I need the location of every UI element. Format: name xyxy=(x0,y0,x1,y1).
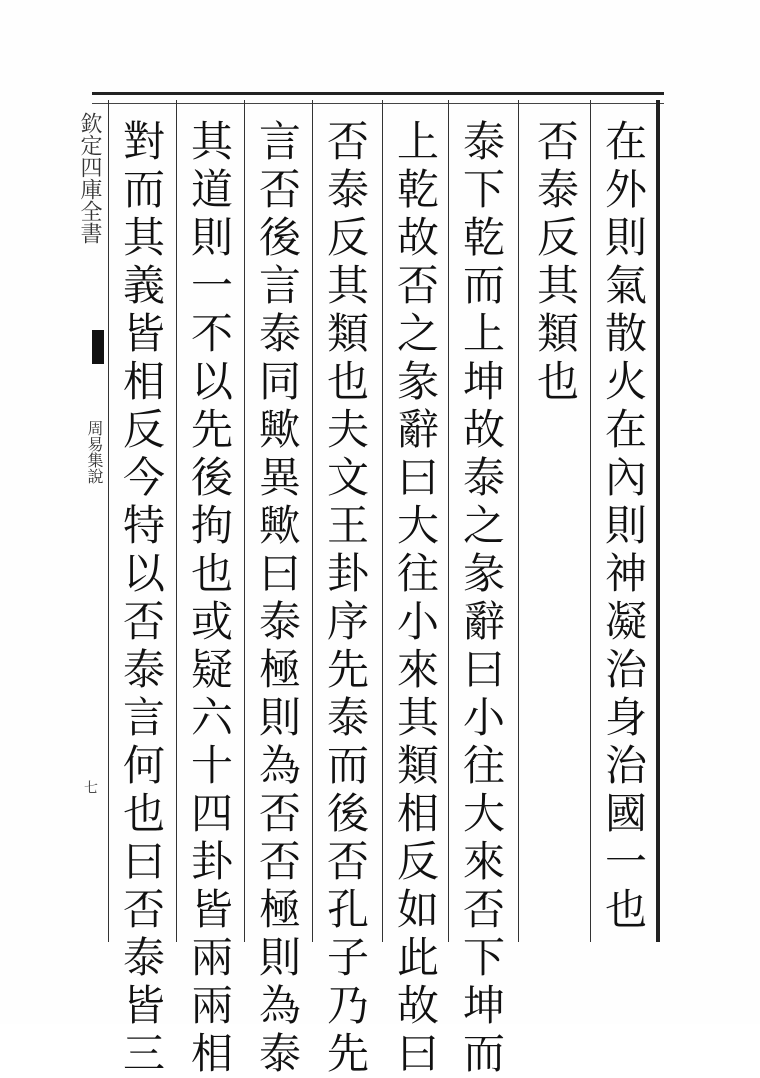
text-character: 十 xyxy=(190,741,233,790)
text-character: 卦 xyxy=(190,837,233,886)
text-character: 極 xyxy=(258,645,301,694)
text-character: 四 xyxy=(190,789,233,838)
text-character: 為 xyxy=(258,741,301,790)
column-rule xyxy=(382,100,383,942)
text-character: 反 xyxy=(396,837,439,886)
text-character: 何 xyxy=(122,741,165,790)
text-character: 先 xyxy=(326,1029,369,1078)
margin-book-title: 周易集說 xyxy=(85,420,104,484)
text-column-2 xyxy=(530,118,586,406)
text-column-6 xyxy=(252,118,308,1078)
text-character: 為 xyxy=(258,981,301,1030)
text-character: 也 xyxy=(536,357,579,406)
column-rule xyxy=(312,100,313,942)
text-character: 泰 xyxy=(258,309,301,358)
text-character: 泰 xyxy=(326,165,369,214)
text-character: 故 xyxy=(462,405,505,454)
text-character: 以 xyxy=(122,549,165,598)
text-character: 否 xyxy=(258,789,301,838)
text-character: 彖 xyxy=(462,549,505,598)
text-character: 泰 xyxy=(462,453,505,502)
text-character: 類 xyxy=(326,309,369,358)
text-character: 王 xyxy=(326,501,369,550)
text-character: 之 xyxy=(462,501,505,550)
text-character: 否 xyxy=(258,837,301,886)
text-character: 之 xyxy=(396,309,439,358)
text-character: 泰 xyxy=(462,117,505,166)
text-character: 則 xyxy=(190,213,233,262)
text-character: 乾 xyxy=(396,165,439,214)
column-rule xyxy=(176,100,177,942)
column-rule xyxy=(518,100,519,942)
text-character: 歟 xyxy=(258,405,301,454)
text-character: 特 xyxy=(122,501,165,550)
text-character: 上 xyxy=(462,309,505,358)
top-border xyxy=(92,92,664,104)
text-character: 其 xyxy=(122,213,165,262)
text-character: 在 xyxy=(604,405,647,454)
text-character: 六 xyxy=(190,693,233,742)
text-character: 小 xyxy=(396,597,439,646)
text-character: 不 xyxy=(190,309,233,358)
text-character: 則 xyxy=(258,693,301,742)
text-character: 先 xyxy=(190,405,233,454)
text-character: 相 xyxy=(122,357,165,406)
text-character: 反 xyxy=(122,405,165,454)
text-character: 下 xyxy=(462,933,505,982)
text-character: 故 xyxy=(396,981,439,1030)
text-column-8 xyxy=(116,118,172,1078)
text-character: 辭 xyxy=(396,405,439,454)
text-character: 序 xyxy=(326,597,369,646)
text-character: 也 xyxy=(326,357,369,406)
column-rule xyxy=(590,100,591,942)
text-character: 一 xyxy=(190,261,233,310)
text-character: 曰 xyxy=(258,549,301,598)
text-character: 小 xyxy=(462,693,505,742)
text-character: 曰 xyxy=(396,1029,439,1078)
text-character: 上 xyxy=(396,117,439,166)
text-character: 泰 xyxy=(258,1029,301,1078)
text-character: 內 xyxy=(604,453,647,502)
text-character: 卦 xyxy=(326,549,369,598)
text-character: 故 xyxy=(396,213,439,262)
text-character: 身 xyxy=(604,693,647,742)
text-character: 相 xyxy=(190,1029,233,1078)
text-character: 否 xyxy=(326,117,369,166)
text-character: 先 xyxy=(326,645,369,694)
text-character: 其 xyxy=(536,261,579,310)
text-character: 泰 xyxy=(122,933,165,982)
text-character: 曰 xyxy=(122,837,165,886)
text-character: 泰 xyxy=(122,645,165,694)
text-character: 坤 xyxy=(462,357,505,406)
text-character: 氣 xyxy=(604,261,647,310)
text-character: 兩 xyxy=(190,981,233,1030)
text-character: 或 xyxy=(190,597,233,646)
text-character: 其 xyxy=(326,261,369,310)
text-character: 皆 xyxy=(190,885,233,934)
text-character: 三 xyxy=(122,1029,165,1078)
column-rule xyxy=(448,100,449,942)
fish-tail-mark xyxy=(92,330,104,364)
text-character: 其 xyxy=(190,117,233,166)
text-character: 夫 xyxy=(326,405,369,454)
text-character: 也 xyxy=(122,789,165,838)
text-character: 外 xyxy=(604,165,647,214)
text-character: 否 xyxy=(122,885,165,934)
text-character: 在 xyxy=(604,117,647,166)
text-character: 同 xyxy=(258,357,301,406)
text-character: 異 xyxy=(258,453,301,502)
text-character: 治 xyxy=(604,741,647,790)
text-character: 反 xyxy=(536,213,579,262)
text-character: 火 xyxy=(604,357,647,406)
text-character: 否 xyxy=(122,597,165,646)
margin-page-number: 七 xyxy=(82,780,98,794)
text-character: 否 xyxy=(258,165,301,214)
text-character: 曰 xyxy=(396,453,439,502)
text-character: 後 xyxy=(190,453,233,502)
text-character: 相 xyxy=(396,789,439,838)
text-character: 乾 xyxy=(462,213,505,262)
text-character: 則 xyxy=(604,213,647,262)
text-character: 往 xyxy=(462,741,505,790)
text-character: 而 xyxy=(122,165,165,214)
text-character: 大 xyxy=(396,501,439,550)
text-column-1 xyxy=(598,118,654,934)
column-rule xyxy=(108,100,109,942)
text-character: 泰 xyxy=(326,693,369,742)
text-column-3 xyxy=(456,118,512,1078)
text-character: 來 xyxy=(396,645,439,694)
text-column-4 xyxy=(390,118,446,1078)
text-character: 而 xyxy=(462,1029,505,1078)
text-character: 拘 xyxy=(190,501,233,550)
text-character: 大 xyxy=(462,789,505,838)
text-character: 凝 xyxy=(604,597,647,646)
text-character: 反 xyxy=(326,213,369,262)
text-character: 以 xyxy=(190,357,233,406)
text-character: 言 xyxy=(122,693,165,742)
column-rule xyxy=(244,100,245,942)
text-character: 神 xyxy=(604,549,647,598)
text-character: 否 xyxy=(396,261,439,310)
text-character: 下 xyxy=(462,165,505,214)
text-character: 言 xyxy=(258,117,301,166)
text-character: 治 xyxy=(604,645,647,694)
text-character: 後 xyxy=(326,789,369,838)
right-border xyxy=(656,100,660,942)
text-character: 皆 xyxy=(122,981,165,1030)
text-character: 散 xyxy=(604,309,647,358)
text-character: 彖 xyxy=(396,357,439,406)
text-character: 泰 xyxy=(536,165,579,214)
text-character: 辭 xyxy=(462,597,505,646)
text-character: 曰 xyxy=(462,645,505,694)
text-character: 否 xyxy=(536,117,579,166)
text-character: 乃 xyxy=(326,981,369,1030)
text-character: 後 xyxy=(258,213,301,262)
text-character: 皆 xyxy=(122,309,165,358)
text-character: 則 xyxy=(604,501,647,550)
text-character: 否 xyxy=(462,885,505,934)
text-character: 文 xyxy=(326,453,369,502)
text-character: 否 xyxy=(326,837,369,886)
text-character: 則 xyxy=(258,933,301,982)
margin-header-text: 欽定四庫全書 xyxy=(77,112,102,244)
text-character: 坤 xyxy=(462,981,505,1030)
text-character: 一 xyxy=(604,837,647,886)
text-character: 而 xyxy=(326,741,369,790)
text-character: 道 xyxy=(190,165,233,214)
text-character: 也 xyxy=(604,885,647,934)
text-character: 子 xyxy=(326,933,369,982)
text-character: 此 xyxy=(396,933,439,982)
text-character: 往 xyxy=(396,549,439,598)
text-character: 來 xyxy=(462,837,505,886)
text-character: 其 xyxy=(396,693,439,742)
text-character: 孔 xyxy=(326,885,369,934)
text-character: 言 xyxy=(258,261,301,310)
text-character: 疑 xyxy=(190,645,233,694)
text-character: 如 xyxy=(396,885,439,934)
text-column-5 xyxy=(320,118,376,1078)
text-character: 兩 xyxy=(190,933,233,982)
text-character: 類 xyxy=(396,741,439,790)
text-character: 泰 xyxy=(258,597,301,646)
text-character: 而 xyxy=(462,261,505,310)
text-character: 極 xyxy=(258,885,301,934)
text-character: 國 xyxy=(604,789,647,838)
text-character: 也 xyxy=(190,549,233,598)
text-column-7 xyxy=(184,118,240,1078)
text-character: 歟 xyxy=(258,501,301,550)
text-character: 類 xyxy=(536,309,579,358)
text-character: 今 xyxy=(122,453,165,502)
text-character: 義 xyxy=(122,261,165,310)
text-character: 對 xyxy=(122,117,165,166)
